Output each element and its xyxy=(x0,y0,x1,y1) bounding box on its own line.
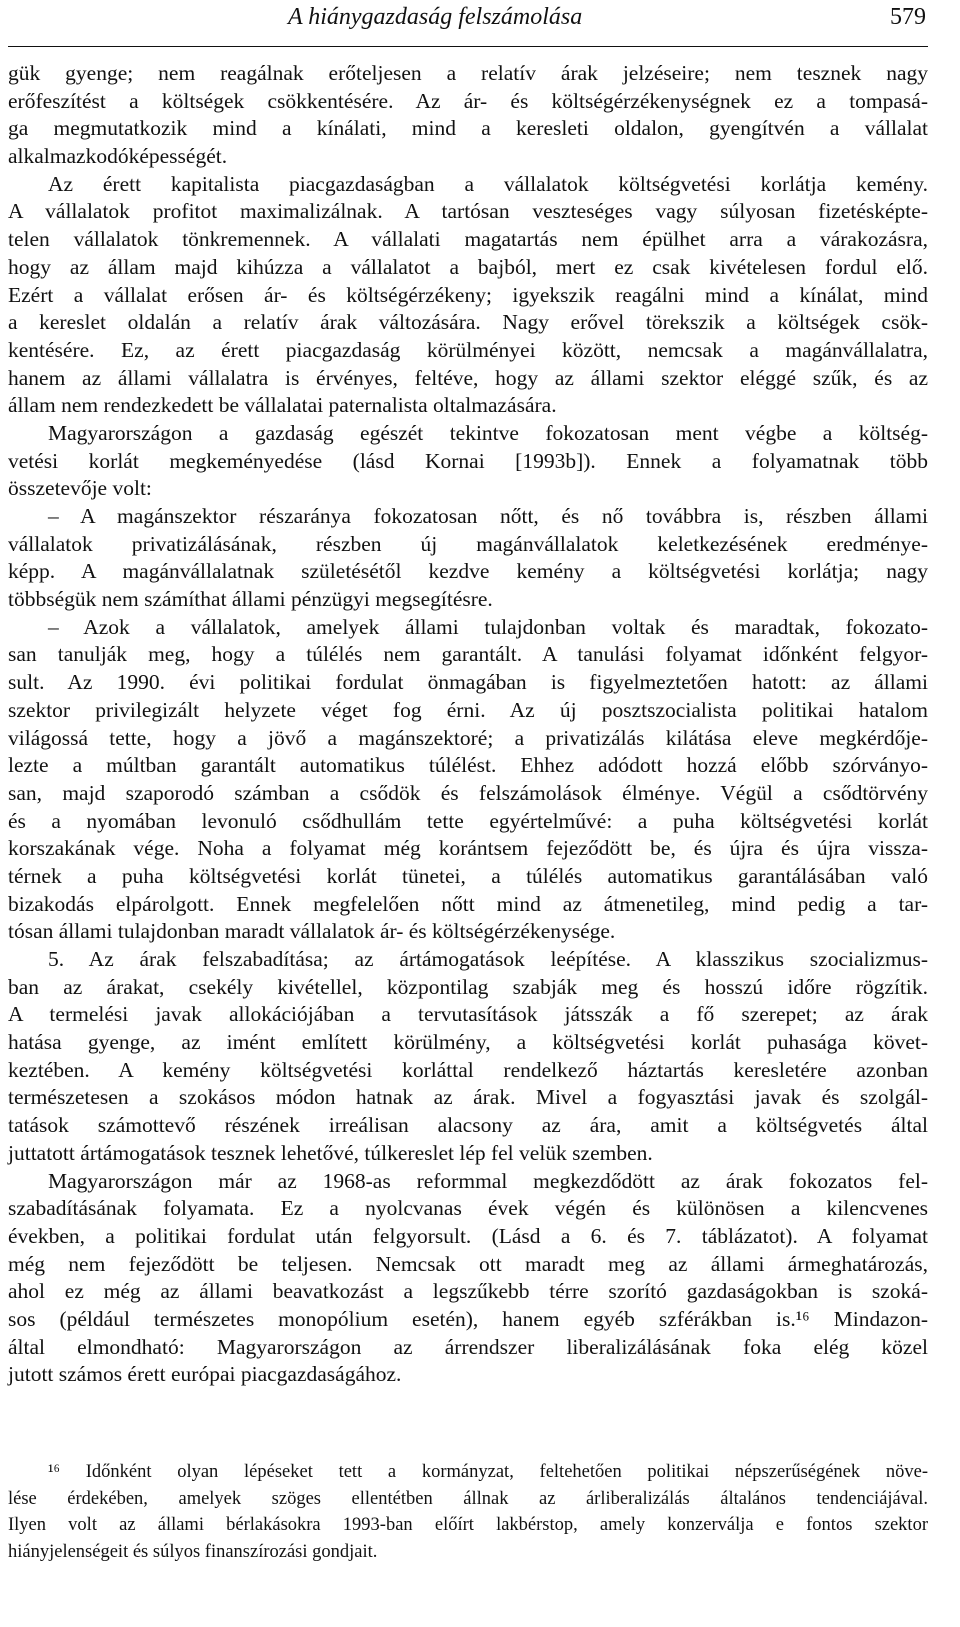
running-title: A hiánygazdaság felszámolása xyxy=(288,4,583,30)
text-line: ban az árakat, csekély kivétellel, központilag szabják meg és hosszú időre rögzítik. xyxy=(8,974,928,999)
text-line: A vállalatok profitot maximalizálnak. A tartósan veszteséges vagy súlyosan fizetésképte- xyxy=(8,199,928,224)
text-line: világossá tette, hogy a jövő a magánszektoré; a privatizálás kilátása eleve megkérdője- xyxy=(8,725,928,750)
text-line: vetési korlát megkeményedése (lásd Kornai [1993b]). Ennek a folyamatnak több xyxy=(8,448,928,473)
text-line: többségük nem számíthat állami pénzügyi megsegítésre. xyxy=(8,587,493,612)
text-line: tatások számottevő részének irreálisan alacsony az ára, amit a költségvetés által xyxy=(8,1113,928,1138)
text-line: erőfeszítést a költségek csökkentésére. Az ár- és költségérzékenységnek ez a tompasá- xyxy=(8,88,928,113)
text-line: sult. Az 1990. évi politikai fordulat önmagában is figyelmeztetően hatott: az állami xyxy=(8,670,928,695)
text-line: még nem fejeződött be teljesen. Nemcsak ott maradt meg az állami ármeghatározás, xyxy=(8,1251,928,1276)
text-line: – Azok a vállalatok, amelyek állami tulajdonban voltak és maradtak, fokozato- xyxy=(48,614,928,639)
footnote-line: hiányjelenségeit és súlyos finanszírozási gondjait. xyxy=(8,1541,378,1562)
text-line: san, majd szaporodó számban a csődök és felszámolások élménye. Végül a csődtörvény xyxy=(8,780,928,805)
footnotes xyxy=(8,1459,928,1565)
text-line: szabadításának folyamata. Ez a nyolcvanas évek végén és különösen a kilencvenes xyxy=(8,1196,928,1221)
text-line: korszakának vége. Noha a folyamat még korántsem fejeződött be, és újra és újra vissza- xyxy=(8,836,928,861)
text-line: hatása gyenge, az imént említett körülmény, a költségvetési korlát puhasága követ- xyxy=(8,1030,928,1055)
text-line: a kereslet oldalán a relatív árak változására. Nagy erővel törekszik a költségek csök- xyxy=(8,310,928,335)
text-line: Ezért a vállalat erősen ár- és költségérzékeny; igyekszik reagálni mind a kínálat, mind xyxy=(8,282,928,307)
body-text xyxy=(8,60,928,1389)
text-line: ahol ez még az állami beavatkozást a legszűkebb térre szorító gazdaságokban is szoká- xyxy=(8,1279,928,1304)
text-line: sos (például természetes monopólium esetén), hanem egyéb szférákban is.¹⁶ Mindazon- xyxy=(8,1306,928,1331)
text-line: állam nem rendezkedett be vállalatai paternalista oltalmazására. xyxy=(8,393,557,418)
footnote-line: Ilyen volt az állami bérlakásokra 1993-ban előírt lakbérstop, amely konzerválja e fontos szektor xyxy=(8,1515,928,1535)
text-line: san tanulják meg, hogy a túlélés nem garantált. A tanulási folyamat időnként felgyor- xyxy=(8,642,928,667)
text-line: hanem az állami vállalatra is érvényes, feltéve, hogy az állami szektor eléggé szűk, és az xyxy=(8,365,928,390)
footnote-line: ¹⁶ Időnként olyan lépéseket tett a kormányzat, feltehetően politikai népszerűségének növe- xyxy=(48,1462,928,1482)
text-line: bizakodás elpárolgott. Ennek megfelelően nőtt mind az átmenetileg, mind pedig a tar- xyxy=(8,891,928,916)
book-page xyxy=(8,0,928,1562)
running-header xyxy=(8,2,928,47)
text-line: keztében. A kemény költségvetési korláttal rendelkező háztartás keresletére azonban xyxy=(8,1057,928,1082)
text-line: által elmondható: Magyarországon az árrendszer liberalizálásának foka elég közel xyxy=(8,1334,928,1359)
text-line: Magyarországon már az 1968-as reformmal megkezdődött az árak fokozatos fel- xyxy=(48,1168,928,1193)
text-line: hogy az állam majd kihúzza a vállalatot a bajból, mert ez csak kivételesen fordul elő. xyxy=(8,254,928,279)
text-line: – A magánszektor részaránya fokozatosan nőtt, és nő továbbra is, részben állami xyxy=(48,504,928,528)
page-number: 579 xyxy=(890,4,926,30)
text-line: juttatott ártámogatások tesznek lehetővé, túlkereslet lép fel velük szemben. xyxy=(8,1140,653,1165)
text-line: években, a politikai fordulat után felgyorsult. (Lásd a 6. és 7. táblázatot). A folyamat xyxy=(8,1223,928,1248)
text-line: kentésére. Ez, az érett piacgazdaság körülményei között, nemcsak a magánvállalatra, xyxy=(8,337,928,362)
text-line: ga megmutatkozik mind a kínálati, mind a keresleti oldalon, gyengítvén a vállalat xyxy=(8,116,928,141)
text-line: 5. Az árak felszabadítása; az ártámogatások leépítése. A klasszikus szocializmus- xyxy=(48,947,928,971)
text-line: képp. A magánvállalatnak születésétől kezdve kemény a költségvetési korlátja; nagy xyxy=(8,559,928,584)
footnote-line: lése érdekében, amelyek szöges ellentétben állnak az árliberalizálás általános tendenciájával. xyxy=(8,1488,928,1509)
text-line: A termelési javak allokációjában a tervutasítások játsszák a fő szerepet; az árak xyxy=(8,1002,928,1027)
text-line: térnek a puha költségvetési korlát tünetei, a túlélés automatikus garantálásában való xyxy=(8,863,928,888)
text-line: és a nyomában levonuló csődhullám tette egyértelművé: a puha költségvetési korlát xyxy=(8,808,928,833)
text-line: jutott számos érett európai piacgazdaságához. xyxy=(8,1362,402,1387)
text-line: szektor privilegizált helyzete véget fog érni. Az új posztszocialista politikai hatalom xyxy=(8,697,928,722)
text-line: Magyarországon a gazdaság egészét tekintve fokozatosan ment végbe a költség- xyxy=(48,420,928,445)
text-line: természetesen a szokásos módon hatnak az árak. Mivel a fogyasztási javak és szolgál- xyxy=(8,1085,928,1110)
text-line: gük gyenge; nem reagálnak erőteljesen a relatív árak jelzéseire; nem tesznek nagy xyxy=(8,61,928,85)
text-line: telen vállalatok tönkremennek. A vállalati magatartás nem épülhet arra a várakozásra, xyxy=(8,227,928,252)
text-line: Az érett kapitalista piacgazdaságban a vállalatok költségvetési korlátja kemény. xyxy=(48,171,928,196)
text-line: tósan állami tulajdonban maradt vállalatok ár- és költségérzékenysége. xyxy=(8,919,616,944)
text-line: alkalmazkodóképességét. xyxy=(8,144,228,169)
text-line: vállalatok privatizálásának, részben új magánvállalatok keletkezésének eredménye- xyxy=(8,531,928,556)
text-line: összetevője volt: xyxy=(8,476,152,501)
text-line: lezte a múltban garantált automatikus túlélést. Ehhez adódott hozzá előbb szórványo- xyxy=(8,753,928,778)
